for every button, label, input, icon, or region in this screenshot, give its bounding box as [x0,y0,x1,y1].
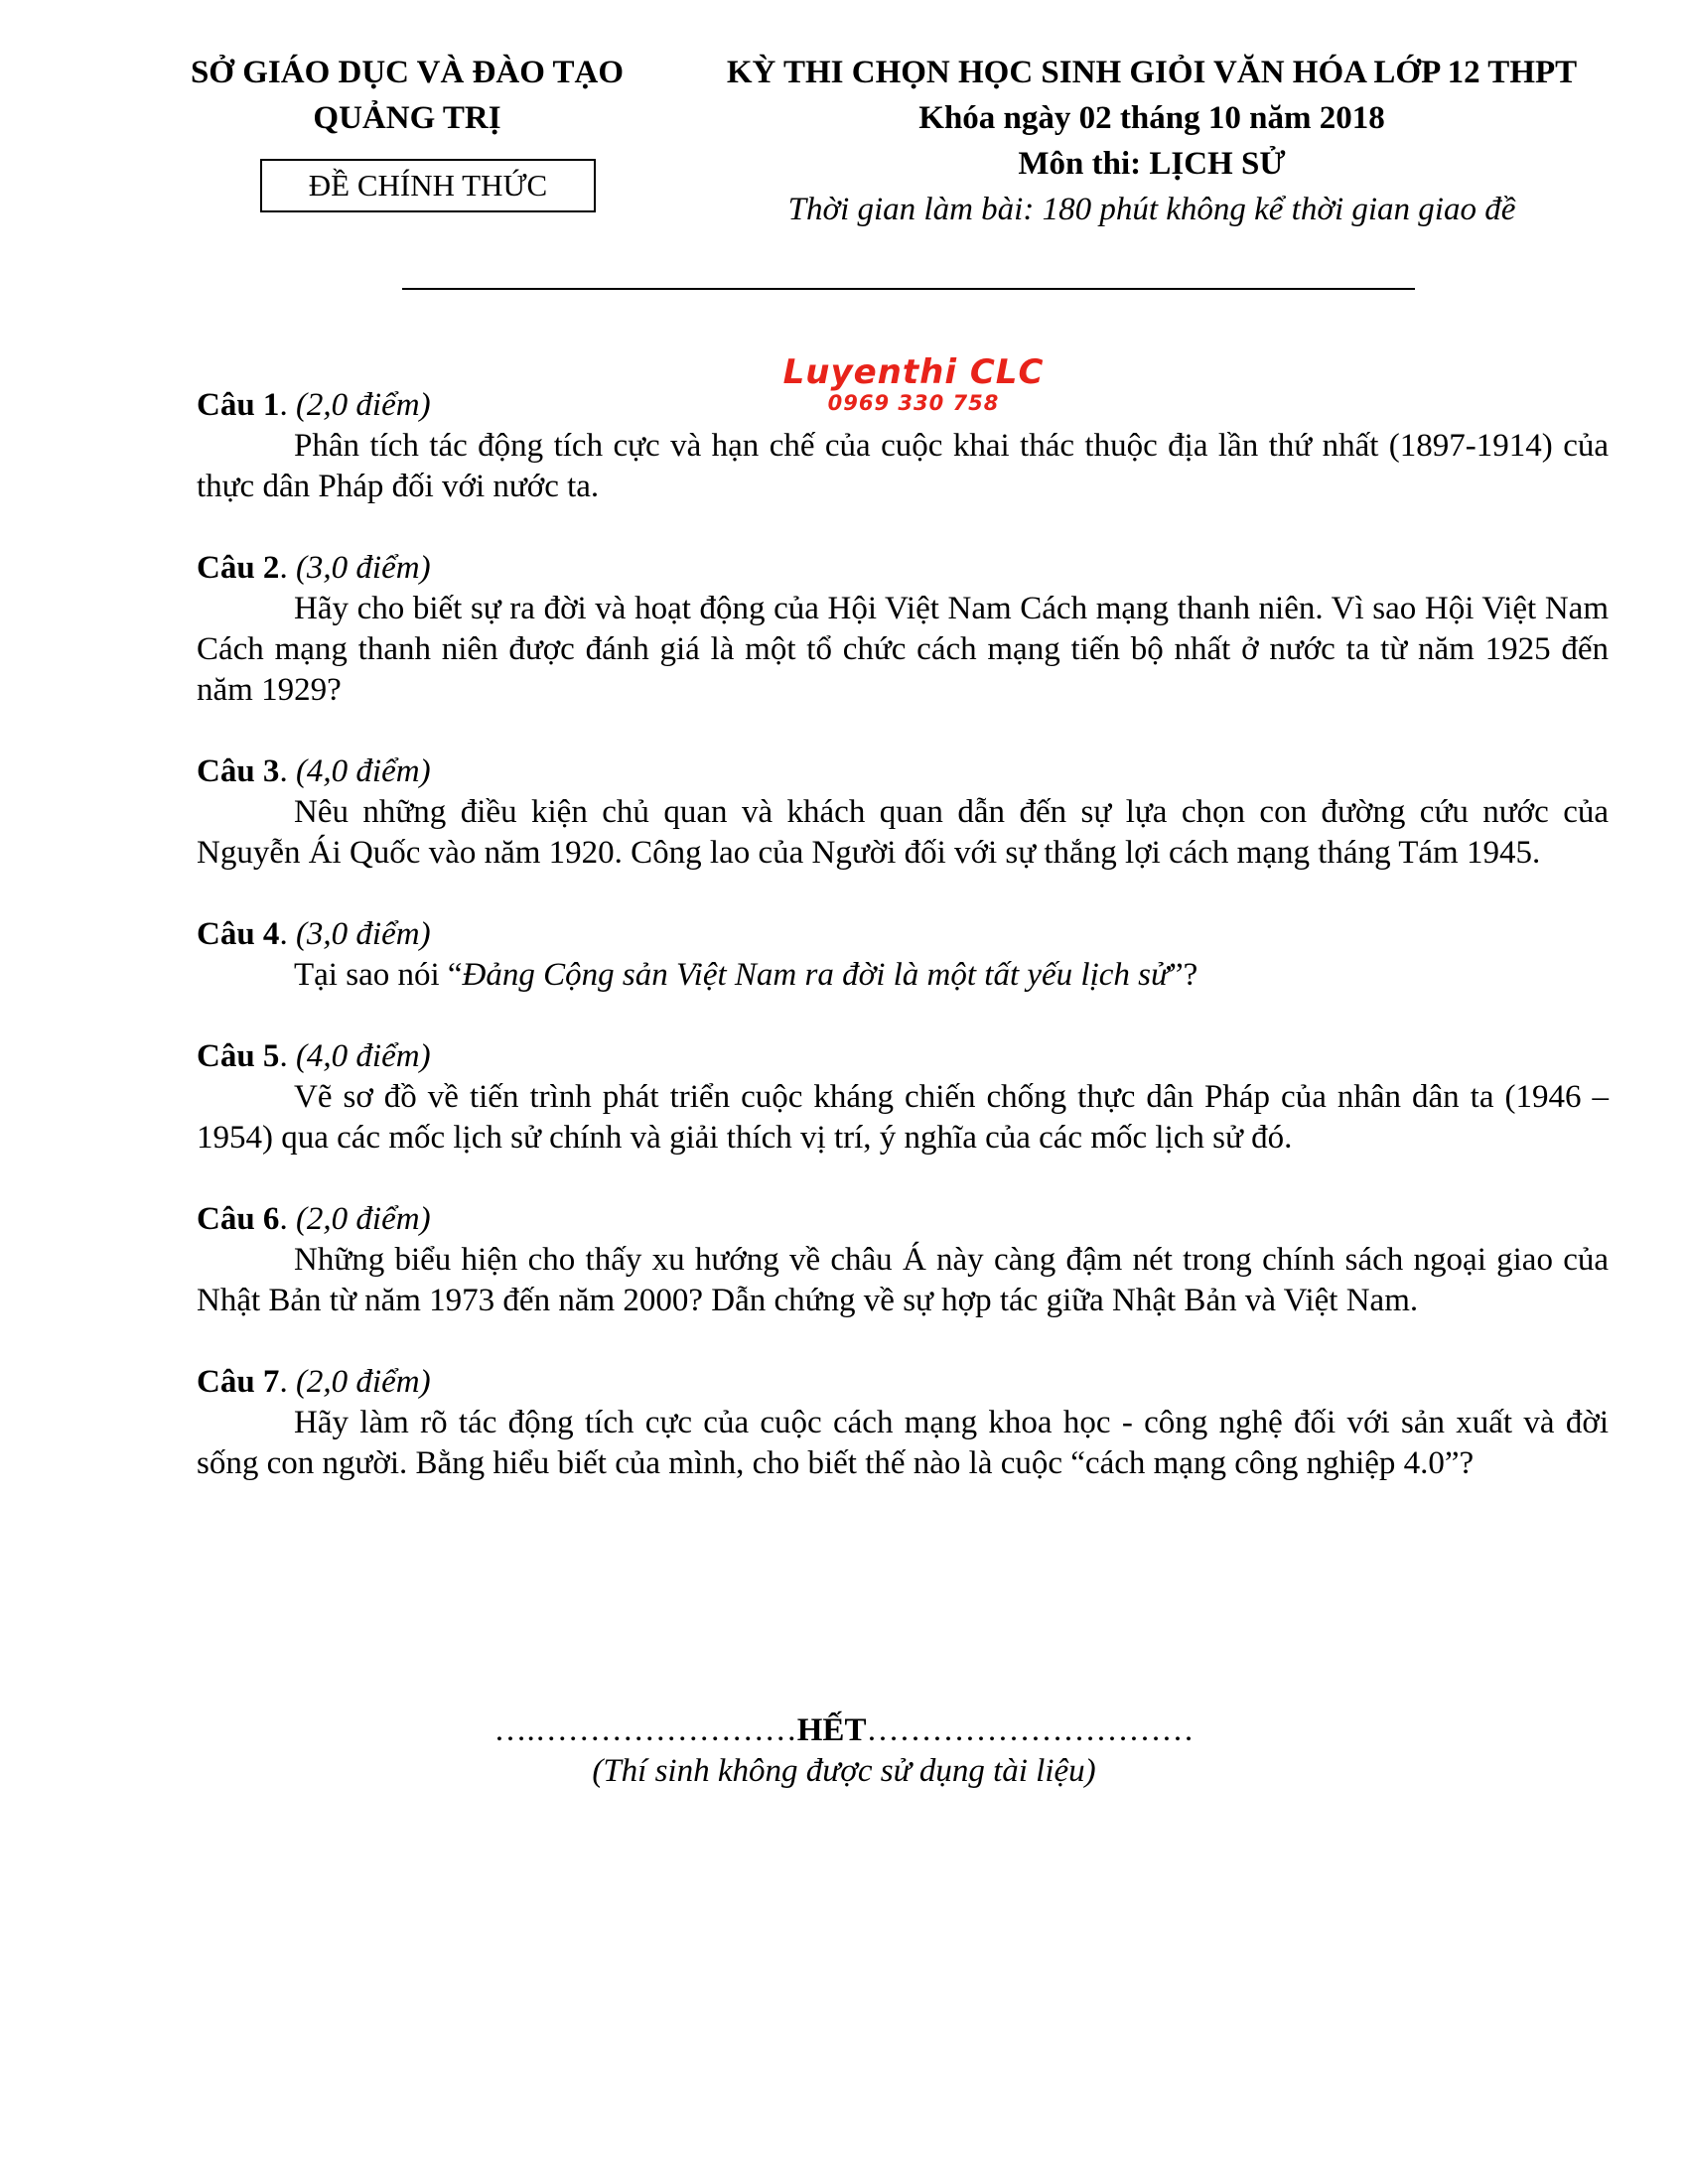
question-3 [197,751,1609,874]
question-heading: Câu 3. (4,0 điểm) [197,753,431,789]
question-heading: Câu 7. (2,0 điểm) [197,1364,431,1400]
question-4 [197,914,1609,996]
question-list [197,385,1609,1525]
question-label: Câu 2 [197,550,280,586]
end-note: (Thí sinh không được sử dụng tài liệu) [592,1753,1096,1789]
exam-date: Khóa ngày 02 tháng 10 năm 2018 [918,100,1385,136]
exam-title-block [675,50,1628,232]
question-points: (2,0 điểm) [295,1201,431,1237]
question-points: (4,0 điểm) [295,753,431,789]
question-2 [197,548,1609,711]
question-text: Vẽ sơ đồ về tiến trình phát triển cuộc kháng chiến chống thực dân Pháp của nhân dân ta (1946 – 1954) qua các mốc lịch sử chính và giải thích vị trí, ý nghĩa của các mốc lịch sử đó. [197,1079,1609,1156]
authority-line-2: QUẢNG TRỊ [313,100,501,136]
question-heading: Câu 6. (2,0 điểm) [197,1201,431,1237]
question-text: Phân tích tác động tích cực và hạn chế của cuộc khai thác thuộc địa lần thứ nhất (1897-1914) của thực dân Pháp đối với nước ta. [197,428,1609,504]
question-5 [197,1036,1609,1159]
question-6 [197,1199,1609,1321]
question-label: Câu 5 [197,1038,280,1074]
issuing-authority [149,50,665,141]
authority-line-1: SỞ GIÁO DỤC VÀ ĐÀO TẠO [190,55,625,90]
question-text-before: Tại sao nói “ [294,957,463,993]
end-word: HẾT [796,1712,867,1748]
question-points: (3,0 điểm) [295,916,431,952]
question-label: Câu 1 [197,387,280,423]
question-heading: Câu 5. (4,0 điểm) [197,1038,431,1074]
exam-title: KỲ THI CHỌN HỌC SINH GIỎI VĂN HÓA LỚP 12 THPT [726,55,1578,90]
question-text: Hãy cho biết sự ra đời và hoạt động của Hội Việt Nam Cách mạng thanh niên. Vì sao Hội Việt Nam Cách mạng thanh niên được đánh giá là một tổ chức cách mạng tiến bộ nhất ở nước ta từ năm 1925 đến năm 1929? [197,591,1609,708]
end-dots-left: ….…………………… [493,1712,797,1748]
question-text: Những biểu hiện cho thấy xu hướng về châu Á này càng đậm nét trong chính sách ngoại giao của Nhật Bản từ năm 1973 đến năm 2000? Dẫn chứng về sự hợp tác giữa Nhật Bản và Việt Nam. [197,1242,1609,1318]
question-label: Câu 6 [197,1201,280,1237]
question-label: Câu 7 [197,1364,280,1400]
official-label-box: ĐỀ CHÍNH THỨC [260,159,596,212]
question-label: Câu 4 [197,916,280,952]
question-1 [197,385,1609,507]
header-divider [402,288,1415,290]
question-points: (3,0 điểm) [295,550,431,586]
question-points: (4,0 điểm) [295,1038,431,1074]
watermark-phone: 0969 330 758 [827,391,1000,415]
question-text: Hãy làm rõ tác động tích cực của cuộc cách mạng khoa học - công nghệ đối với sản xuất và đời sống con người. Bằng hiểu biết của mình, cho biết thế nào là cuộc “cách mạng công nghiệp 4.0”? [197,1405,1609,1481]
exam-duration: Thời gian làm bài: 180 phút không kể thời gian giao đề [787,192,1516,227]
end-marker [0,1709,1688,1751]
question-heading: Câu 2. (3,0 điểm) [197,550,431,586]
question-points: (2,0 điểm) [295,387,431,423]
question-heading: Câu 4. (3,0 điểm) [197,916,431,952]
question-text-after: ”? [1169,957,1198,993]
question-label: Câu 3 [197,753,280,789]
question-quote: Đảng Cộng sản Việt Nam ra đời là một tất yếu lịch sử [462,957,1169,993]
question-heading: Câu 1. (2,0 điểm) [197,387,431,423]
question-points: (2,0 điểm) [295,1364,431,1400]
exam-subject: Môn thi: LỊCH SỬ [1018,146,1286,182]
question-text [197,955,1609,996]
watermark-name: Luyenthi CLC [782,352,1045,392]
question-7 [197,1362,1609,1484]
question-text: Nêu những điều kiện chủ quan và khách quan dẫn đến sự lựa chọn con đường cứu nước của Nguyễn Ái Quốc vào năm 1920. Công lao của Người đối với sự thắng lợi cách mạng tháng Tám 1945. [197,794,1609,871]
end-dots-right: ………………………… [866,1712,1195,1748]
